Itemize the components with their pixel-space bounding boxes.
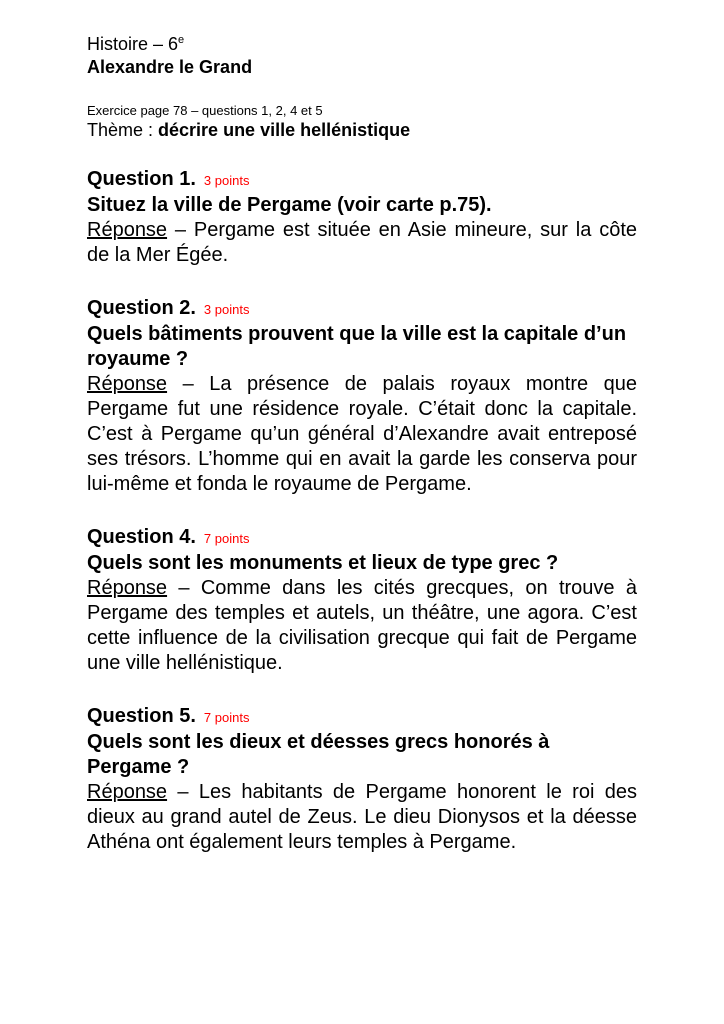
question-text: Quels bâtiments prouvent que la ville est la capitale d’un royaume ? [87,323,627,370]
exercise-reference: Exercice page 78 – questions 1, 2, 4 et 5 [87,103,323,118]
subject-heading [87,33,637,55]
question-block [87,525,637,676]
theme-label: Thème : [87,120,159,140]
answer-text: – Comme dans les cités grecques, on trouve à Pergame des temples et autels, un théâtre, une agora. C’est cette influence de la civilisation grecque qui fait de Pergame une ville hellénistique. [87,577,637,674]
question-number: Question 5. [87,705,196,727]
question-number: Question 4. [87,526,196,548]
question-title [87,296,637,322]
answer-paragraph [87,372,637,497]
question-title [87,167,637,193]
points-badge: 7 points [203,710,250,725]
answer-paragraph [87,780,637,855]
question-block [87,167,637,268]
question-title [87,704,637,730]
question-text: Situez la ville de Pergame (voir carte p.75). [87,194,492,216]
answer-label: Réponse [87,781,168,803]
chapter-title: Alexandre le Grand [87,57,253,77]
points-badge: 7 points [203,531,250,546]
points-badge: 3 points [203,302,250,317]
theme-line [87,119,637,141]
answer-text: – Pergame est située en Asie mineure, sur la côte de la Mer Égée. [87,219,637,266]
answer-label: Réponse [87,577,168,599]
question-block [87,296,637,497]
question-text: Quels sont les monuments et lieux de type grec ? [87,552,559,574]
question-block [87,704,637,855]
answer-text: – La présence de palais royaux montre que Pergame fut une résidence royale. C’était donc la capitale. C’est à Pergame qu’un général d’Alexandre avait entreposé ses trésors. L’homme qui en avait la garde les conserva pour lui-même et fonda le royaume de Pergame. [87,373,637,495]
points-badge: 3 points [203,173,250,188]
question-number: Question 1. [87,168,196,190]
answer-text: – Les habitants de Pergame honorent le roi des dieux au grand autel de Zeus. Le dieu Dionysos et la déesse Athéna ont également leurs temples à Pergame. [87,781,637,853]
answer-label: Réponse [87,219,168,241]
question-number: Question 2. [87,297,196,319]
question-text: Quels sont les dieux et déesses grecs honorés à Pergame ? [87,731,550,778]
answer-paragraph [87,218,637,268]
document-content [87,33,637,855]
grade-superscript: e [178,34,185,46]
subject-text: Histoire – 6 [87,34,179,54]
question-title [87,525,637,551]
theme-value: décrire une ville hellénistique [158,120,411,140]
answer-label: Réponse [87,373,168,395]
answer-paragraph [87,576,637,676]
